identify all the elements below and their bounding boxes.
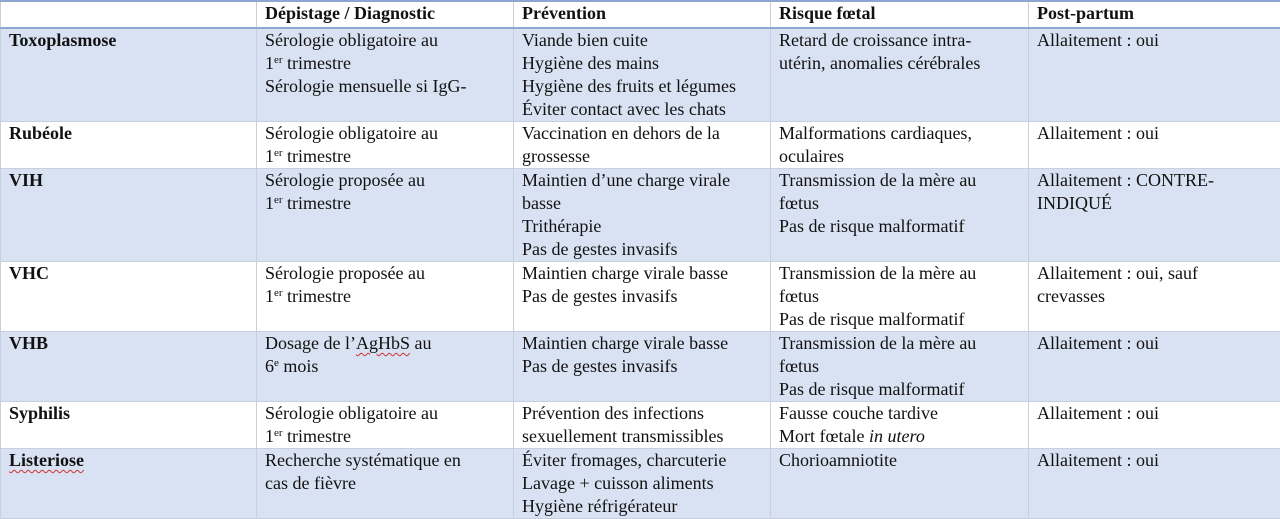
postpartum-cell [1029,332,1280,402]
screening-line [265,425,505,448]
screening-cell [257,449,514,519]
postpartum-line: Allaitement : oui [1037,449,1272,472]
table-row-listeriose [1,449,1280,519]
ordinal-suffix: er [274,427,283,439]
prevention-line: Trithérapie [522,215,762,238]
prevention-line: Pas de gestes invasifs [522,285,762,308]
prevention-line: Hygiène des mains [522,52,762,75]
screening-line [265,192,505,215]
table-row-vih [1,169,1280,262]
screening-line: Sérologie obligatoire au [265,29,505,52]
screening-cell [257,262,514,332]
postpartum-cell [1029,402,1280,449]
screening-text: Dosage de l’ [265,333,356,353]
fetal-risk-text: Mort fœtale [779,426,869,446]
table-row-rubeole [1,122,1280,169]
fetal-risk-line: utérin, anomalies cérébrales [779,52,1020,75]
fetal-risk-cell [771,332,1029,402]
fetal-risk-line: fœtus [779,355,1020,378]
ordinal-number: 1 [265,426,274,446]
screening-line: Sérologie obligatoire au [265,122,505,145]
fetal-risk-line: Malformations cardiaques, [779,122,1020,145]
screening-line [265,285,505,308]
screening-text: mois [279,356,319,376]
disease-name: Toxoplasmose [1,28,257,122]
fetal-risk-line: Pas de risque malformatif [779,215,1020,238]
prevention-cell [514,262,771,332]
fetal-risk-line: Transmission de la mère au [779,169,1020,192]
ordinal-number: 1 [265,53,274,73]
postpartum-cell [1029,262,1280,332]
prevention-line: sexuellement transmissibles [522,425,762,448]
fetal-risk-line [779,425,1020,448]
prevention-line: Hygiène des fruits et légumes [522,75,762,98]
fetal-risk-line: Fausse couche tardive [779,402,1020,425]
prevention-line: Pas de gestes invasifs [522,355,762,378]
header-postpartum: Post-partum [1029,1,1280,28]
fetal-risk-cell [771,122,1029,169]
prevention-cell [514,122,771,169]
screening-cell [257,28,514,122]
spellcheck-word: AgHbS [356,333,410,353]
postpartum-line: INDIQUÉ [1037,192,1272,215]
screening-line [265,355,505,378]
screening-line: cas de fièvre [265,472,505,495]
postpartum-line: Allaitement : oui, sauf [1037,262,1272,285]
screening-line: Sérologie proposée au [265,169,505,192]
prevention-line: Prévention des infections [522,402,762,425]
prevention-line: Hygiène réfrigérateur [522,495,762,518]
prevention-line: Maintien d’une charge virale [522,169,762,192]
screening-cell [257,332,514,402]
prevention-line: Éviter fromages, charcuterie [522,449,762,472]
prevention-line: Maintien charge virale basse [522,262,762,285]
fetal-risk-line: Pas de risque malformatif [779,378,1020,401]
fetal-risk-cell [771,169,1029,262]
screening-text: trimestre [283,53,351,73]
postpartum-line: Allaitement : oui [1037,402,1272,425]
prevention-line: Vaccination en dehors de la [522,122,762,145]
header-row [1,1,1280,28]
postpartum-cell [1029,122,1280,169]
table-row-toxoplasmose [1,28,1280,122]
prevention-cell [514,169,771,262]
ordinal-suffix: er [274,147,283,159]
disease-name: VHB [1,332,257,402]
disease-name [1,449,257,519]
prevention-cell [514,28,771,122]
postpartum-line: Allaitement : oui [1037,122,1272,145]
table-row-syphilis [1,402,1280,449]
latin-term: in utero [869,426,925,446]
ordinal-number: 1 [265,193,274,213]
screening-line: Sérologie obligatoire au [265,402,505,425]
screening-line [265,52,505,75]
fetal-risk-cell [771,449,1029,519]
table-row-vhb [1,332,1280,402]
screening-line: Sérologie mensuelle si IgG- [265,75,505,98]
ordinal-suffix: er [274,54,283,66]
postpartum-line: crevasses [1037,285,1272,308]
fetal-risk-line: Pas de risque malformatif [779,308,1020,331]
screening-cell [257,122,514,169]
fetal-risk-line: fœtus [779,192,1020,215]
disease-name: Syphilis [1,402,257,449]
prevention-line: Éviter contact avec les chats [522,98,762,121]
fetal-risk-line: Retard de croissance intra- [779,29,1020,52]
screening-line: Recherche systématique en [265,449,505,472]
postpartum-line: Allaitement : oui [1037,29,1272,52]
screening-cell [257,169,514,262]
screening-text: trimestre [283,146,351,166]
header-prevention: Prévention [514,1,771,28]
screening-text: trimestre [283,193,351,213]
disease-name: Rubéole [1,122,257,169]
table-row-vhc [1,262,1280,332]
postpartum-line: Allaitement : oui [1037,332,1272,355]
prevention-line: Maintien charge virale basse [522,332,762,355]
screening-line [265,332,505,355]
postpartum-cell [1029,28,1280,122]
spellcheck-word: Listeriose [9,450,84,470]
ordinal-number: 1 [265,146,274,166]
fetal-risk-line: fœtus [779,285,1020,308]
screening-line: Sérologie proposée au [265,262,505,285]
prevention-line: Pas de gestes invasifs [522,238,762,261]
fetal-risk-line: Transmission de la mère au [779,262,1020,285]
screening-text: trimestre [283,286,351,306]
ordinal-number: 6 [265,356,274,376]
header-screening: Dépistage / Diagnostic [257,1,514,28]
fetal-risk-line: oculaires [779,145,1020,168]
screening-text: au [410,333,432,353]
ordinal-suffix: e [274,357,279,369]
prevention-cell [514,402,771,449]
fetal-risk-line: Chorioamniotite [779,449,1020,472]
header-disease [1,1,257,28]
fetal-risk-line: Transmission de la mère au [779,332,1020,355]
postpartum-cell [1029,449,1280,519]
postpartum-cell [1029,169,1280,262]
header-fetal-risk: Risque fœtal [771,1,1029,28]
fetal-risk-cell [771,402,1029,449]
ordinal-number: 1 [265,286,274,306]
prevention-line: Viande bien cuite [522,29,762,52]
screening-line [265,145,505,168]
prevention-cell [514,332,771,402]
prevention-line: grossesse [522,145,762,168]
ordinal-suffix: er [274,287,283,299]
disease-name: VIH [1,169,257,262]
screening-text: trimestre [283,426,351,446]
postpartum-line: Allaitement : CONTRE- [1037,169,1272,192]
prevention-line: Lavage + cuisson aliments [522,472,762,495]
fetal-risk-cell [771,28,1029,122]
fetal-risk-cell [771,262,1029,332]
disease-name: VHC [1,262,257,332]
screening-cell [257,402,514,449]
prevention-line: basse [522,192,762,215]
ordinal-suffix: er [274,194,283,206]
prevention-cell [514,449,771,519]
